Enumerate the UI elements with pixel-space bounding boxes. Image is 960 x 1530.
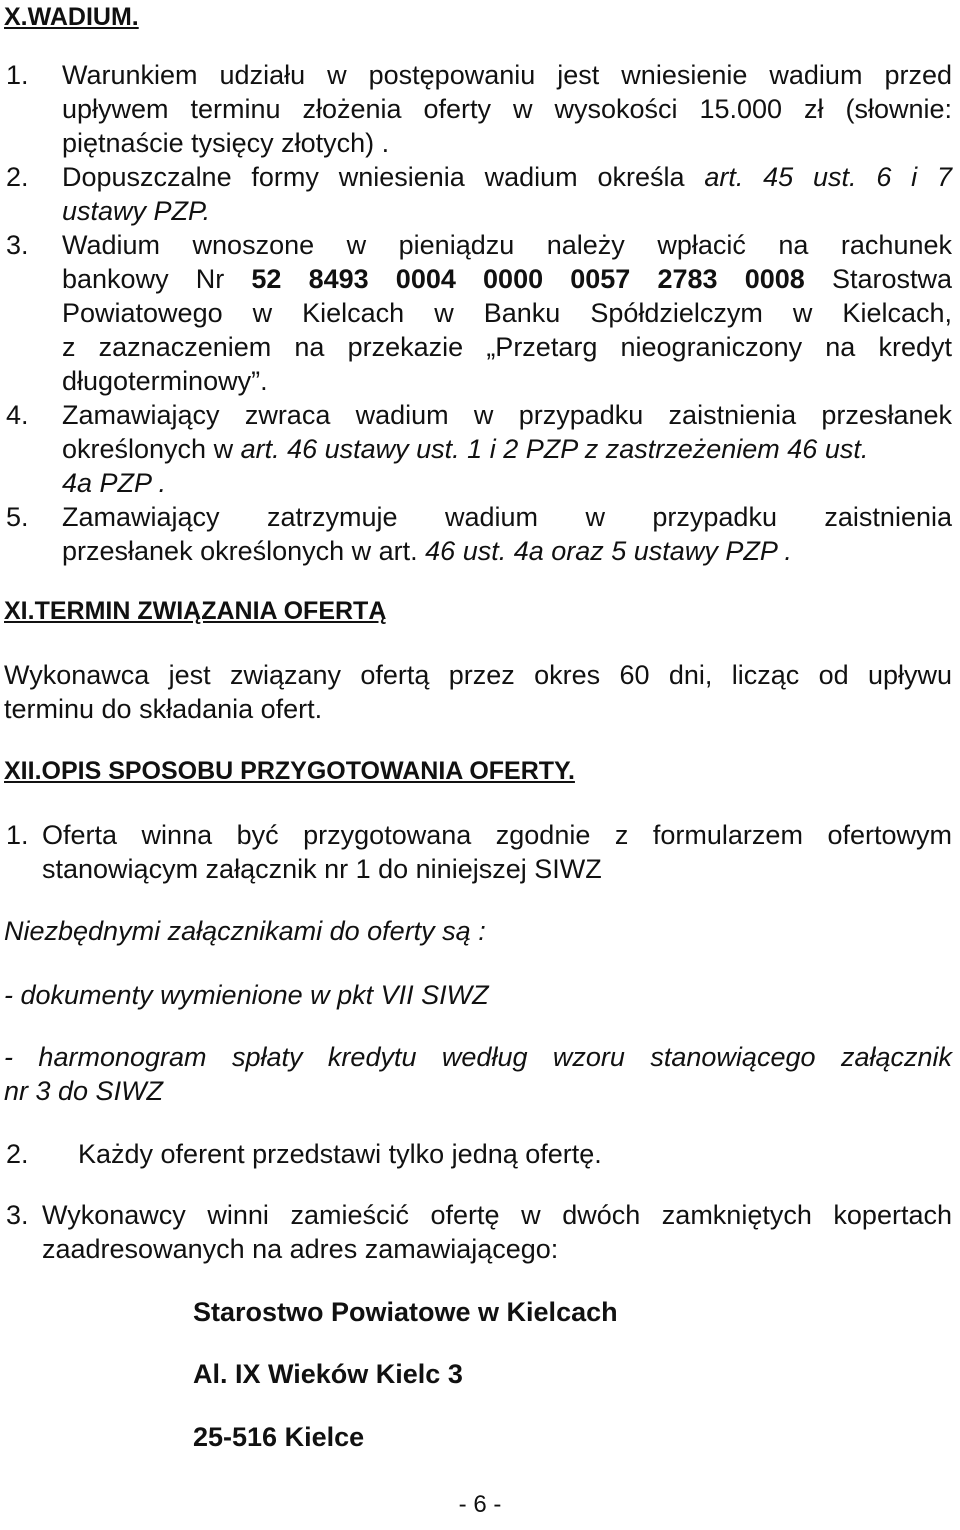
address-postal-city: 25-516 Kielce	[193, 1422, 365, 1452]
item-2-text: Dopuszczalne formy wniesienia wadium określa	[62, 162, 705, 192]
item-2-line-2: ustawy PZP.	[62, 196, 211, 226]
xii-item-2-number: 2.	[6, 1139, 29, 1169]
xii-item-1-number: 1.	[6, 820, 29, 850]
xii-item-1-line-1: Oferta winna być przygotowana zgodnie z formularzem ofertowym	[42, 820, 952, 850]
xii-item-3-line-1: Wykonawcy winni zamieścić ofertę w dwóch zamkniętych kopertach	[42, 1200, 952, 1230]
bank-account-number: 52 8493 0004 0000 0057 2783 0008	[251, 264, 805, 294]
section-xi-heading: XI.TERMIN ZWIĄZANIA OFERTĄ	[4, 597, 387, 625]
item-4-citation: art. 46 ustawy ust. 1 i 2 PZP z zastrzeżeniem 46 ust.	[240, 434, 869, 464]
item-5-text: przesłanek określonych w art.	[62, 536, 426, 566]
item-3-line-1: Wadium wnoszone w pieniądzu należy wpłacić na rachunek	[62, 230, 952, 260]
item-4-line-3: 4a PZP .	[62, 468, 167, 498]
item-4-line-2	[62, 432, 868, 466]
item-3-line-3: Powiatowego w Kielcach w Banku Spółdzielczym w Kielcach,	[62, 298, 952, 328]
item-1-line-3: piętnaście tysięcy złotych) .	[62, 128, 390, 158]
item-3-text-post: Starostwa	[804, 264, 952, 294]
item-5-citation: 46 ust. 4a oraz 5 ustawy PZP .	[425, 536, 792, 566]
item-1-line-1: Warunkiem udziału w postępowaniu jest wniesienie wadium przed	[62, 60, 952, 90]
section-xi-line-2: terminu do składania ofert.	[4, 694, 323, 724]
item-4-text: określonych w	[62, 434, 241, 464]
xii-item-2-text: Każdy oferent przedstawi tylko jedną ofertę.	[78, 1139, 602, 1169]
section-xi-line-1: Wykonawca jest związany ofertą przez okres 60 dni, licząc od upływu	[4, 660, 952, 690]
item-2-line-1	[62, 160, 952, 194]
section-xii-heading: XII.OPIS SPOSOBU PRZYGOTOWANIA OFERTY.	[4, 757, 575, 785]
item-5-line-2	[62, 534, 792, 568]
item-5-line-1: Zamawiający zatrzymuje wadium w przypadku zaistnienia	[62, 502, 952, 532]
attachment-schedule-line-2: nr 3 do SIWZ	[4, 1076, 164, 1106]
xii-item-3-number: 3.	[6, 1200, 29, 1230]
attachments-intro: Niezbędnymi załącznikami do oferty są :	[4, 916, 486, 946]
section-x-heading: X.WADIUM.	[4, 3, 139, 31]
address-street: Al. IX Wieków Kielc 3	[193, 1359, 463, 1389]
attachment-documents: - dokumenty wymienione w pkt VII SIWZ	[4, 980, 489, 1010]
attachment-schedule-line-1: - harmonogram spłaty kredytu według wzoru stanowiącego załącznik	[4, 1042, 952, 1072]
item-2-citation: art. 45 ust. 6 i 7	[704, 162, 952, 192]
xii-item-3-line-2: zaadresowanych na adres zamawiającego:	[42, 1234, 559, 1264]
item-5-number: 5.	[6, 502, 29, 532]
item-2-number: 2.	[6, 162, 29, 192]
item-3-text-pre: bankowy Nr	[62, 264, 252, 294]
item-3-line-5: długoterminowy”.	[62, 366, 268, 396]
item-1-line-2: upływem terminu złożenia oferty w wysokości 15.000 zł (słownie:	[62, 94, 952, 124]
item-4-number: 4.	[6, 400, 29, 430]
item-3-line-4: z zaznaczeniem na przekazie „Przetarg nieograniczony na kredyt	[62, 332, 952, 362]
item-3-number: 3.	[6, 230, 29, 260]
item-4-line-1: Zamawiający zwraca wadium w przypadku zaistnienia przesłanek	[62, 400, 952, 430]
item-3-line-2	[62, 262, 952, 296]
xii-item-1-line-2: stanowiącym załącznik nr 1 do niniejszej SIWZ	[42, 854, 602, 884]
page-number: - 6 -	[458, 1491, 502, 1518]
item-1-number: 1.	[6, 60, 29, 90]
address-recipient: Starostwo Powiatowe w Kielcach	[193, 1297, 618, 1327]
